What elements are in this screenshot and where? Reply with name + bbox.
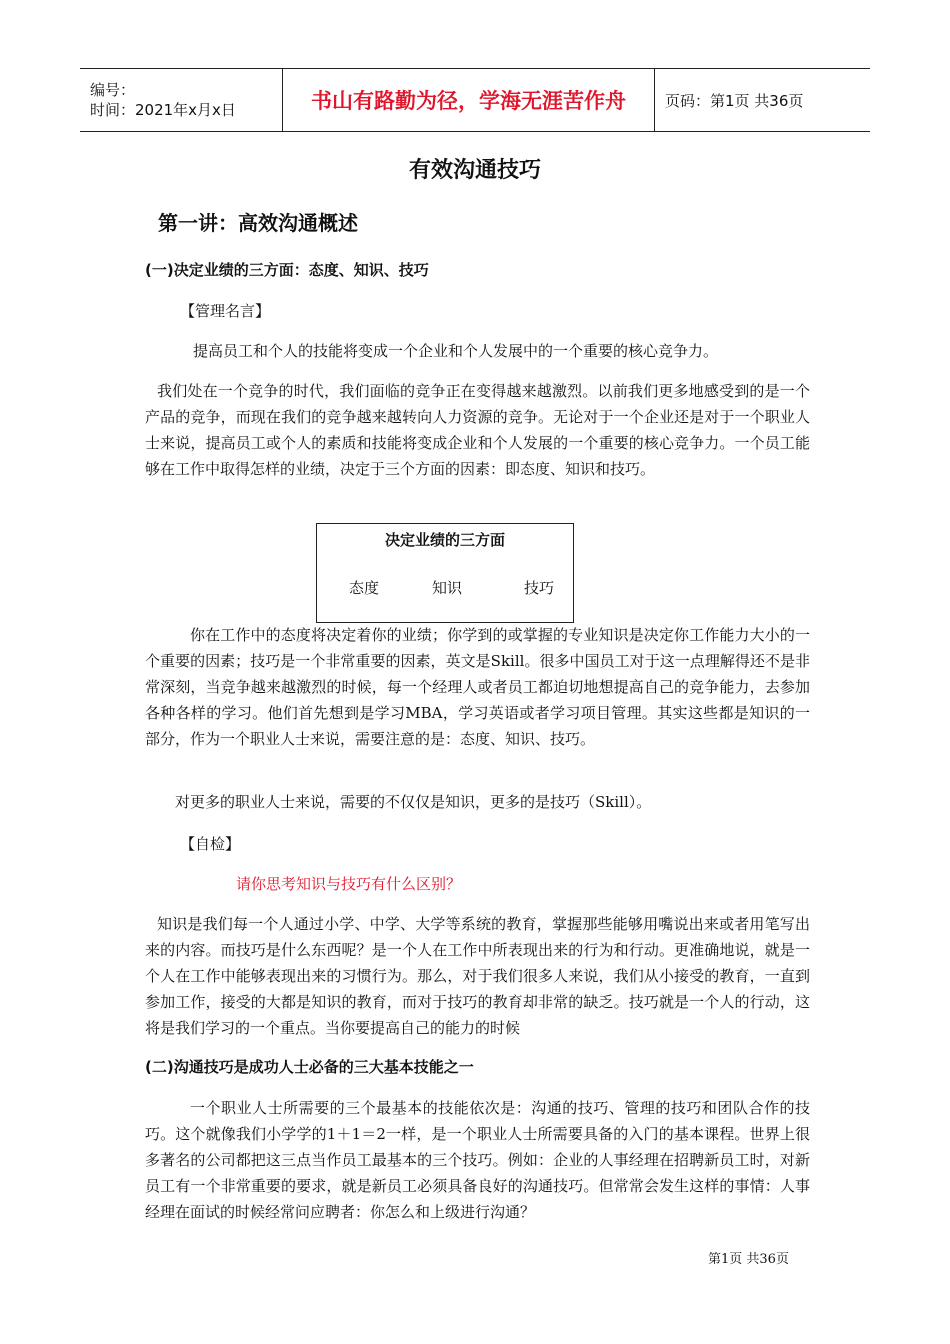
time-label: 时间：2021年x月x日	[90, 101, 236, 119]
paragraph-2: 你在工作中的态度将决定着你的业绩；你学到的或掌握的专业知识是决定你工作能力大小的一个重要的因素；技巧是一个非常重要的因素，英文是Skill。很多中国员工对于这一点理解得还不是非常深刻，当竞争越来越激烈的时候，每一个经理人或者员工都迫切地想提高自己的竞争能力，去参加各种各样的学习。他们首先想到是学习MBA，学习英语或者学习项目管理。其实这些都是知识的一部分，作为一个职业人士来说，需要注意的是：态度、知识、技巧。	[145, 626, 810, 748]
box-item-skill: 技巧	[524, 579, 555, 597]
page-footer: 第1页 共36页	[708, 1252, 789, 1267]
header-page	[655, 69, 870, 131]
header-meta	[80, 69, 282, 131]
performance-box	[316, 523, 574, 623]
page-title: 有效沟通技巧	[408, 158, 541, 183]
paragraph-3: 对更多的职业人士来说，需要的不仅仅是知识，更多的是技巧（Skill）。	[175, 793, 652, 811]
section2-heading: (二)沟通技巧是成功人士必备的三大基本技能之一	[145, 1058, 474, 1076]
motto-text: 书山有路勤为径，学海无涯苦作舟	[311, 89, 626, 113]
paragraph-4: 知识是我们每一个人通过小学、中学、大学等系统的教育，掌握那些能够用嘴说出来或者用笔写出来的内容。而技巧是什么东西呢？是一个人在工作中所表现出来的行为和行动。更准确地说，就是一个人在工作中能够表现出来的习惯行为。那么，对于我们很多人来说，我们从小接受的教育，一直到参加工作，接受的大都是知识的教育，而对于技巧的教育却非常的缺乏。技巧就是一个人的行动，这将是我们学习的一个重点。当你要提高自己的能力的时候	[145, 915, 810, 1037]
box-title: 决定业绩的三方面	[384, 531, 505, 549]
section1-heading: (一)决定业绩的三方面：态度、知识、技巧	[145, 261, 429, 279]
question-text: 请你思考知识与技巧有什么区别？	[236, 875, 462, 893]
page-label: 页码：第1页 共36页	[665, 91, 804, 110]
quote-tag: 【管理名言】	[180, 302, 271, 320]
lecture-title: 第一讲：高效沟通概述	[158, 211, 358, 235]
box-item-knowledge: 知识	[432, 579, 463, 597]
paragraph-5: 一个职业人士所需要的三个最基本的技能依次是：沟通的技巧、管理的技巧和团队合作的技巧。这个就像我们小学学的1＋1＝2一样，是一个职业人士所需要具备的入门的基本课程。世界上很多著名的公司都把这三点当作员工最基本的三个技巧。例如：企业的人事经理在招聘新员工时，对新员工有一个非常重要的要求，就是新员工必须具备良好的沟通技巧。但常常会发生这样的事情：人事经理在面试的时候经常问应聘者：你怎么和上级进行沟通？	[145, 1099, 810, 1221]
self-check-tag: 【自检】	[180, 835, 241, 853]
paragraph-1: 我们处在一个竞争的时代，我们面临的竞争正在变得越来越激烈。以前我们更多地感受到的是一个产品的竞争，而现在我们的竞争越来越转向人力资源的竞争。无论对于一个企业还是对于一个职业人士来说，提高员工或个人的素质和技能将变成企业和个人发展的一个重要的核心竞争力。一个员工能够在工作中取得怎样的业绩，决定于三个方面的因素：即态度、知识和技巧。	[145, 382, 810, 478]
header-motto	[282, 69, 655, 131]
number-label: 编号：	[90, 81, 136, 99]
quote-text: 提高员工和个人的技能将变成一个企业和个人发展中的一个重要的核心竞争力。	[193, 342, 719, 360]
box-item-attitude: 态度	[349, 579, 380, 597]
header-table	[80, 68, 870, 132]
